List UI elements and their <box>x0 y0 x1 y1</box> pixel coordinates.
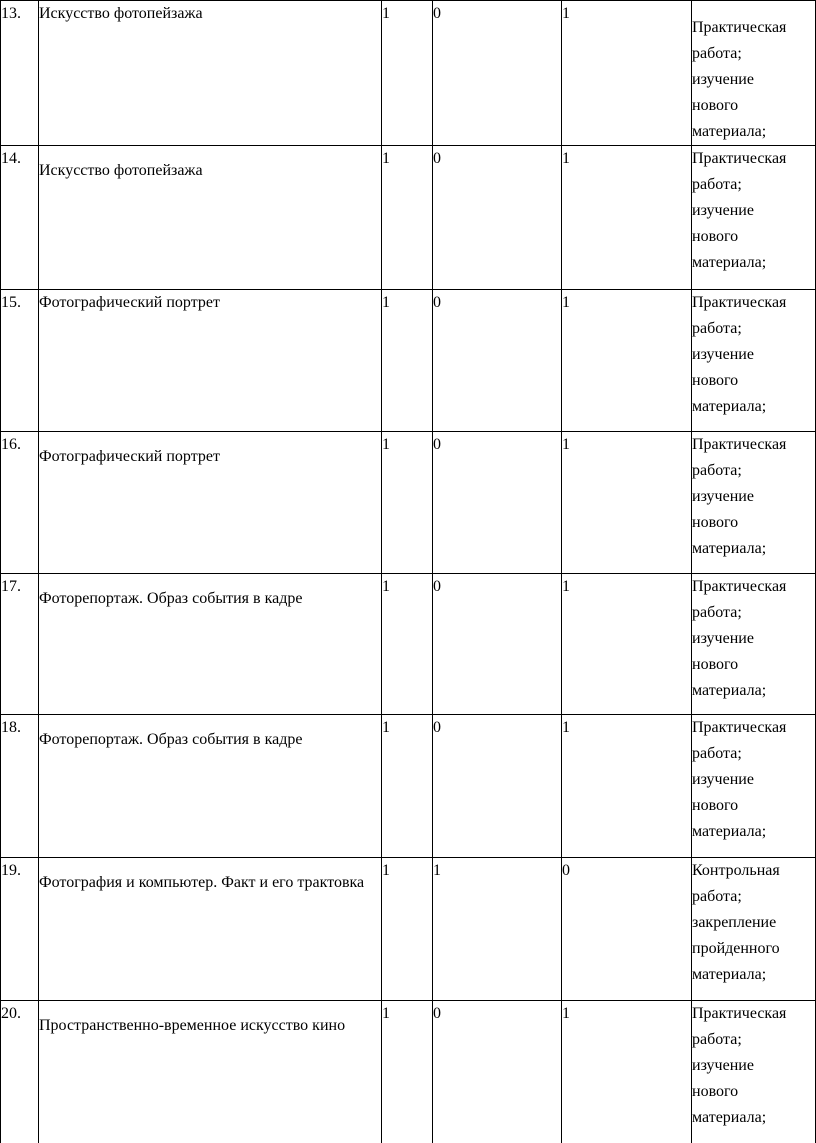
table-row <box>1 1 816 146</box>
form-line: изучение <box>692 630 754 647</box>
table-row <box>1 146 816 290</box>
row-topic: Фоторепортаж. Образ события в кадре <box>39 715 382 858</box>
row-total-hours: 1 <box>382 574 433 715</box>
row-number: 19. <box>1 858 39 1001</box>
form-line: изучение <box>692 202 754 219</box>
row-theory-hours: 0 <box>433 146 562 290</box>
row-total-hours: 1 <box>382 432 433 574</box>
row-practice-hours: 1 <box>562 1001 692 1143</box>
form-line: Практическая <box>692 1005 787 1022</box>
row-total-hours: 1 <box>382 146 433 290</box>
form-line: работа; <box>692 1031 742 1048</box>
form-line: Контрольная <box>692 862 780 879</box>
form-line: работа; <box>692 604 742 621</box>
form-line: нового <box>692 228 739 245</box>
row-number: 13. <box>1 1 39 146</box>
row-total-hours: 1 <box>382 858 433 1001</box>
form-line: нового <box>692 797 739 814</box>
form-line: материала; <box>692 682 767 699</box>
row-lesson-form <box>692 432 816 574</box>
row-theory-hours: 0 <box>433 715 562 858</box>
table-row <box>1 858 816 1001</box>
form-line: Практическая <box>692 436 787 453</box>
row-number: 15. <box>1 290 39 432</box>
row-number: 17. <box>1 574 39 715</box>
row-number: 20. <box>1 1001 39 1143</box>
table-row <box>1 715 816 858</box>
form-line: Практическая <box>692 19 787 36</box>
row-total-hours: 1 <box>382 715 433 858</box>
row-number: 14. <box>1 146 39 290</box>
form-line: материала; <box>692 823 767 840</box>
row-lesson-form <box>692 146 816 290</box>
form-line: изучение <box>692 346 754 363</box>
row-total-hours: 1 <box>382 1001 433 1143</box>
row-topic: Фотография и компьютер. Факт и его трактовка <box>39 858 382 1001</box>
row-lesson-form <box>692 290 816 432</box>
form-line: работа; <box>692 462 742 479</box>
form-line: изучение <box>692 771 754 788</box>
row-topic: Искусство фотопейзажа <box>39 1 382 146</box>
form-line: работа; <box>692 888 742 905</box>
row-practice-hours: 0 <box>562 858 692 1001</box>
table-row <box>1 574 816 715</box>
form-line: изучение <box>692 71 754 88</box>
form-line: Практическая <box>692 294 787 311</box>
form-line: материала; <box>692 966 767 983</box>
row-lesson-form <box>692 574 816 715</box>
row-lesson-form <box>692 715 816 858</box>
row-practice-hours: 1 <box>562 1 692 146</box>
form-line: нового <box>692 514 739 531</box>
row-total-hours: 1 <box>382 290 433 432</box>
row-theory-hours: 0 <box>433 432 562 574</box>
form-line: изучение <box>692 1057 754 1074</box>
row-practice-hours: 1 <box>562 290 692 432</box>
row-topic: Искусство фотопейзажа <box>39 146 382 290</box>
form-line: пройденного <box>692 940 780 957</box>
form-line: закрепление <box>692 914 777 931</box>
form-line: Практическая <box>692 719 787 736</box>
row-practice-hours: 1 <box>562 574 692 715</box>
form-line: работа; <box>692 176 742 193</box>
row-lesson-form <box>692 858 816 1001</box>
table-row <box>1 1001 816 1143</box>
row-theory-hours: 0 <box>433 574 562 715</box>
row-number: 16. <box>1 432 39 574</box>
form-line: нового <box>692 372 739 389</box>
form-line: работа; <box>692 745 742 762</box>
form-line: работа; <box>692 45 742 62</box>
form-line: материала; <box>692 123 767 140</box>
form-line: материала; <box>692 254 767 271</box>
row-total-hours: 1 <box>382 1 433 146</box>
form-line: работа; <box>692 320 742 337</box>
row-practice-hours: 1 <box>562 432 692 574</box>
form-line: нового <box>692 97 739 114</box>
form-line: Практическая <box>692 150 787 167</box>
row-lesson-form <box>692 1001 816 1143</box>
row-theory-hours: 0 <box>433 290 562 432</box>
table-row <box>1 432 816 574</box>
table-row <box>1 290 816 432</box>
row-topic: Фотографический портрет <box>39 432 382 574</box>
row-topic: Фотографический портрет <box>39 290 382 432</box>
form-line: нового <box>692 656 739 673</box>
row-number: 18. <box>1 715 39 858</box>
form-line: изучение <box>692 488 754 505</box>
row-lesson-form <box>692 1 816 146</box>
row-theory-hours: 0 <box>433 1001 562 1143</box>
row-practice-hours: 1 <box>562 715 692 858</box>
form-line: материала; <box>692 1109 767 1126</box>
row-topic: Фоторепортаж. Образ события в кадре <box>39 574 382 715</box>
row-theory-hours: 1 <box>433 858 562 1001</box>
form-line: материала; <box>692 540 767 557</box>
row-topic: Пространственно-временное искусство кино <box>39 1001 382 1143</box>
form-line: материала; <box>692 398 767 415</box>
row-practice-hours: 1 <box>562 146 692 290</box>
form-line: Практическая <box>692 578 787 595</box>
row-theory-hours: 0 <box>433 1 562 146</box>
form-line: нового <box>692 1083 739 1100</box>
